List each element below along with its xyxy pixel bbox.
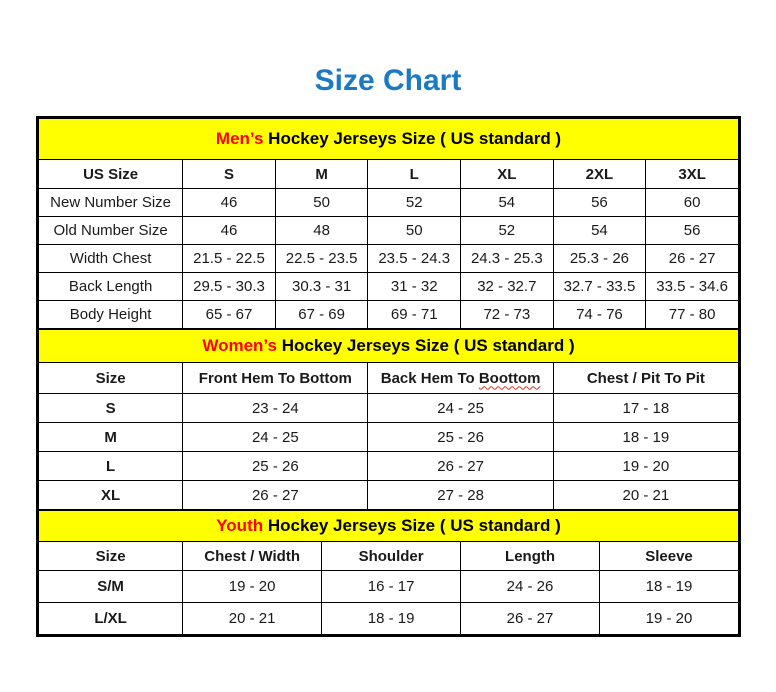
cell-value: 56 [553,189,646,217]
youth-header-row [39,542,739,571]
womens-banner-row [39,330,739,363]
row-label: M [39,423,183,452]
cell-value: 77 - 80 [646,301,739,329]
row-label: Width Chest [39,245,183,273]
cell-value: 24 - 26 [461,571,600,603]
cell-value: 52 [368,189,461,217]
cell-value: 30.3 - 31 [275,273,368,301]
table-row-womens-m [39,423,739,452]
womens-header-row [39,363,739,394]
row-label: Old Number Size [39,217,183,245]
mens-header-row [39,160,739,189]
cell-value: 48 [275,217,368,245]
womens-col-header-back-hem [368,363,553,394]
cell-value: 52 [461,217,554,245]
mens-banner-text: Hockey Jerseys Size ( US standard ) [263,129,562,148]
mens-col-header-3xl: 3XL [646,160,739,189]
row-label: L [39,452,183,481]
table-row-body-height [39,301,739,329]
table-row-back-length [39,273,739,301]
cell-value: 19 - 20 [183,571,322,603]
womens-section-banner [39,330,739,363]
table-row-old-number-size [39,217,739,245]
cell-value: 50 [368,217,461,245]
cell-value: 23.5 - 24.3 [368,245,461,273]
cell-value: 69 - 71 [368,301,461,329]
mens-col-header-m: M [275,160,368,189]
youth-col-header-length: Length [461,542,600,571]
mens-section-banner [39,119,739,160]
back-hem-label-prefix: Back Hem To [380,369,479,387]
cell-value: 16 - 17 [322,571,461,603]
cell-value: 24 - 25 [183,423,368,452]
womens-banner-highlight: Women’s [202,336,277,355]
cell-value: 56 [646,217,739,245]
cell-value: 18 - 19 [600,571,739,603]
table-row-womens-xl [39,481,739,510]
cell-value: 31 - 32 [368,273,461,301]
table-row-width-chest [39,245,739,273]
cell-value: 54 [553,217,646,245]
cell-value: 67 - 69 [275,301,368,329]
mens-banner-row [39,119,739,160]
cell-value: 23 - 24 [183,394,368,423]
cell-value: 19 - 20 [553,452,738,481]
womens-size-table [38,329,739,510]
womens-col-header-front-hem: Front Hem To Bottom [183,363,368,394]
youth-size-table [38,510,739,635]
cell-value: 46 [183,217,276,245]
row-label: New Number Size [39,189,183,217]
cell-value: 32 - 32.7 [461,273,554,301]
youth-banner-row [39,511,739,542]
cell-value: 72 - 73 [461,301,554,329]
cell-value: 18 - 19 [322,603,461,635]
table-row-youth-sm [39,571,739,603]
cell-value: 74 - 76 [553,301,646,329]
mens-col-header-s: S [183,160,276,189]
cell-value: 54 [461,189,554,217]
youth-banner-text: Hockey Jerseys Size ( US standard ) [263,516,561,535]
cell-value: 33.5 - 34.6 [646,273,739,301]
mens-col-header-l: L [368,160,461,189]
cell-value: 22.5 - 23.5 [275,245,368,273]
cell-value: 46 [183,189,276,217]
row-label: Body Height [39,301,183,329]
cell-value: 25 - 26 [368,423,553,452]
cell-value: 26 - 27 [461,603,600,635]
youth-col-header-sleeve: Sleeve [600,542,739,571]
cell-value: 24.3 - 25.3 [461,245,554,273]
table-row-new-number-size [39,189,739,217]
cell-value: 27 - 28 [368,481,553,510]
womens-banner-text: Hockey Jerseys Size ( US standard ) [276,336,575,355]
mens-col-header-2xl: 2XL [553,160,646,189]
page-title: Size Chart [314,64,462,97]
cell-value: 26 - 27 [368,452,553,481]
cell-value: 26 - 27 [183,481,368,510]
cell-value: 29.5 - 30.3 [183,273,276,301]
youth-col-header-chest-width: Chest / Width [183,542,322,571]
womens-col-header-chest: Chest / Pit To Pit [553,363,738,394]
row-label: S/M [39,571,183,603]
mens-banner-highlight: Men’s [215,129,264,148]
youth-section-banner [39,511,739,542]
mens-col-header-us-size: US Size [39,160,183,189]
cell-value: 20 - 21 [183,603,322,635]
youth-col-header-shoulder: Shoulder [322,542,461,571]
cell-value: 21.5 - 22.5 [183,245,276,273]
back-hem-label-misspelled: Boottom [478,369,541,387]
cell-value: 60 [646,189,739,217]
youth-banner-highlight: Youth [216,516,264,535]
table-row-youth-lxl [39,603,739,635]
cell-value: 50 [275,189,368,217]
table-row-womens-s [39,394,739,423]
table-row-womens-l [39,452,739,481]
youth-col-header-size: Size [39,542,183,571]
cell-value: 26 - 27 [646,245,739,273]
cell-value: 25.3 - 26 [553,245,646,273]
cell-value: 18 - 19 [553,423,738,452]
cell-value: 25 - 26 [183,452,368,481]
mens-size-table [38,118,739,329]
row-label: S [39,394,183,423]
size-chart-container [36,116,741,637]
mens-col-header-xl: XL [461,160,554,189]
cell-value: 24 - 25 [368,394,553,423]
row-label: Back Length [39,273,183,301]
cell-value: 19 - 20 [600,603,739,635]
womens-col-header-size: Size [39,363,183,394]
cell-value: 20 - 21 [553,481,738,510]
row-label: XL [39,481,183,510]
row-label: L/XL [39,603,183,635]
cell-value: 32.7 - 33.5 [553,273,646,301]
cell-value: 17 - 18 [553,394,738,423]
cell-value: 65 - 67 [183,301,276,329]
